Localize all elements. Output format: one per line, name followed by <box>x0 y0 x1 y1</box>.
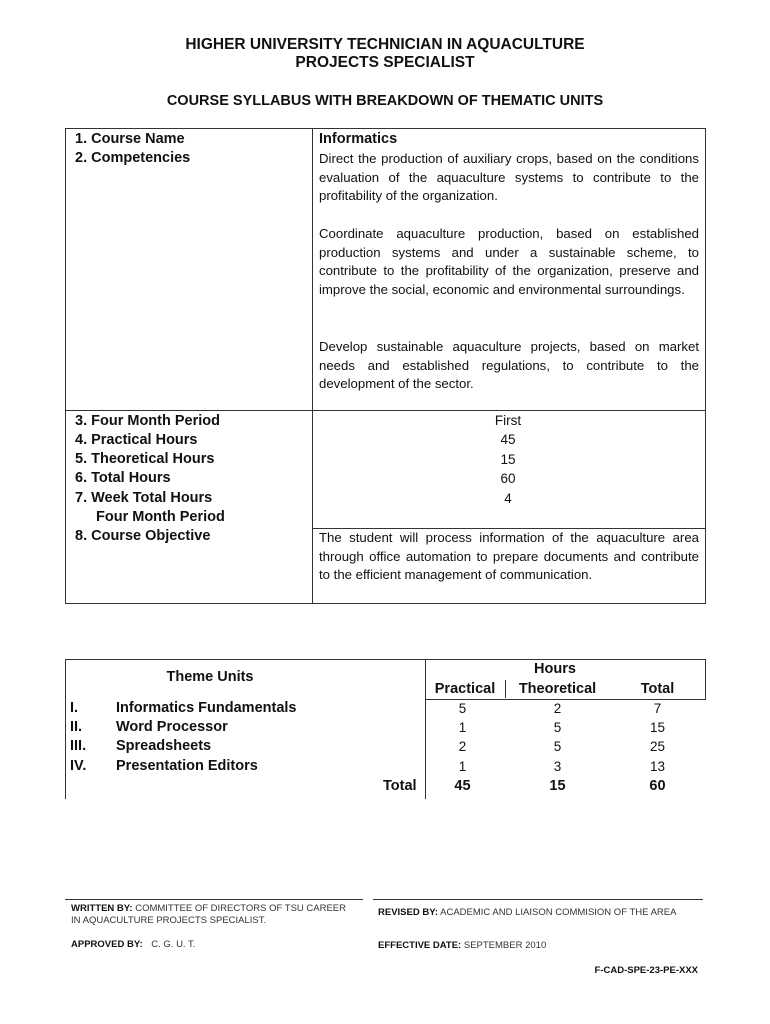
unit-total: 15 <box>649 720 666 735</box>
units-table-top-border <box>65 659 706 660</box>
revised-by <box>378 907 678 919</box>
unit-number: IV. <box>70 758 87 774</box>
unit-name: Spreadsheets <box>116 738 212 754</box>
week-hours-label-cont: Four Month Period <box>96 509 225 525</box>
written-by-label: WRITTEN BY: <box>71 903 133 914</box>
period-label: 3. Four Month Period <box>75 413 220 429</box>
info-table-divider <box>312 128 313 604</box>
units-total-practical: 45 <box>454 778 471 794</box>
approved-by-value: C. G. U. T. <box>151 939 196 950</box>
document-code: F-CAD-SPE-23-PE-XXX <box>594 965 698 976</box>
units-table-right-border <box>705 659 706 700</box>
competency-2: Coordinate aquaculture production, based on established production systems and under a sustainable scheme, to contribute to the profitability of the organization, preserve and improve the social, economic and environmental surroundings. <box>319 226 699 297</box>
competency-1: Direct the production of auxiliary crops, based on the conditions evaluation of the aquaculture systems to contribute to the profitability of the organization. <box>319 151 699 204</box>
objective-label: 8. Course Objective <box>75 528 211 544</box>
unit-total: 25 <box>649 739 666 754</box>
total-header: Total <box>640 681 675 697</box>
week-hours-label: 7. Week Total Hours <box>75 490 213 506</box>
written-by-value: COMMITTEE OF DIRECTORS OF TSU CAREER IN AQUACULTURE PROJECTS SPECIALIST. <box>71 903 346 926</box>
competencies-label: 2. Competencies <box>75 150 191 166</box>
approved-by-label: APPROVED BY: <box>71 939 143 950</box>
units-total-total: 60 <box>649 778 666 794</box>
course-name-label: 1. Course Name <box>75 131 185 147</box>
objective-value: The student will process information of the aquaculture area through office automation to prepare documents and contribute to the efficient management of communication. <box>319 530 699 583</box>
unit-number: III. <box>70 738 87 754</box>
hours-header: Hours <box>534 661 576 677</box>
practical-hours-label: 4. Practical Hours <box>75 432 198 448</box>
revised-by-value: ACADEMIC AND LIAISON COMMISION OF THE AREA <box>440 907 677 918</box>
total-hours-value: 60 <box>500 471 516 486</box>
document-title-line-2: PROJECTS SPECIALIST <box>295 54 475 71</box>
document-subtitle: COURSE SYLLABUS WITH BREAKDOWN OF THEMATIC UNITS <box>166 93 604 109</box>
theoretical-hours-label: 5. Theoretical Hours <box>75 451 215 467</box>
period-value: First <box>494 413 522 428</box>
footer-right-rule <box>373 899 703 900</box>
info-row-separator <box>65 410 706 411</box>
unit-number: II. <box>70 719 83 735</box>
written-by <box>71 903 351 927</box>
total-hours-label: 6. Total Hours <box>75 470 171 486</box>
units-header-bottom <box>425 699 705 700</box>
unit-practical: 1 <box>458 759 467 774</box>
unit-practical: 2 <box>458 739 467 754</box>
unit-theoretical: 5 <box>553 739 562 754</box>
week-hours-value: 4 <box>504 491 512 506</box>
revised-by-label: REVISED BY: <box>378 907 439 918</box>
effective-date-label: EFFECTIVE DATE: <box>378 940 462 951</box>
unit-name: Word Processor <box>116 719 228 735</box>
unit-practical: 1 <box>458 720 467 735</box>
unit-practical: 5 <box>458 701 467 716</box>
units-total-label: Total <box>383 778 417 794</box>
units-total-theoretical: 15 <box>549 778 566 794</box>
practical-hours-value: 45 <box>500 432 516 447</box>
effective-date <box>378 940 546 952</box>
theoretical-hours-value: 15 <box>500 452 516 467</box>
unit-name: Informatics Fundamentals <box>116 700 297 716</box>
document-title-line-1: HIGHER UNIVERSITY TECHNICIAN IN AQUACULTURE <box>185 36 585 53</box>
practical-header: Practical <box>434 681 496 697</box>
unit-total: 13 <box>649 759 666 774</box>
footer-left-rule <box>65 899 363 900</box>
theme-units-header: Theme Units <box>166 669 254 685</box>
unit-name: Presentation Editors <box>116 758 258 774</box>
unit-theoretical: 2 <box>553 701 562 716</box>
effective-date-value: SEPTEMBER 2010 <box>463 940 547 951</box>
theoretical-header: Theoretical <box>518 681 597 697</box>
unit-theoretical: 5 <box>553 720 562 735</box>
course-name-value: Informatics <box>319 131 398 147</box>
unit-theoretical: 3 <box>553 759 562 774</box>
approved-by <box>71 939 195 951</box>
unit-number: I. <box>70 700 79 716</box>
competency-3: Develop sustainable aquaculture projects, based on market needs and established regulations, to contribute to the development of the sector. <box>319 339 699 392</box>
unit-total: 7 <box>653 701 662 716</box>
